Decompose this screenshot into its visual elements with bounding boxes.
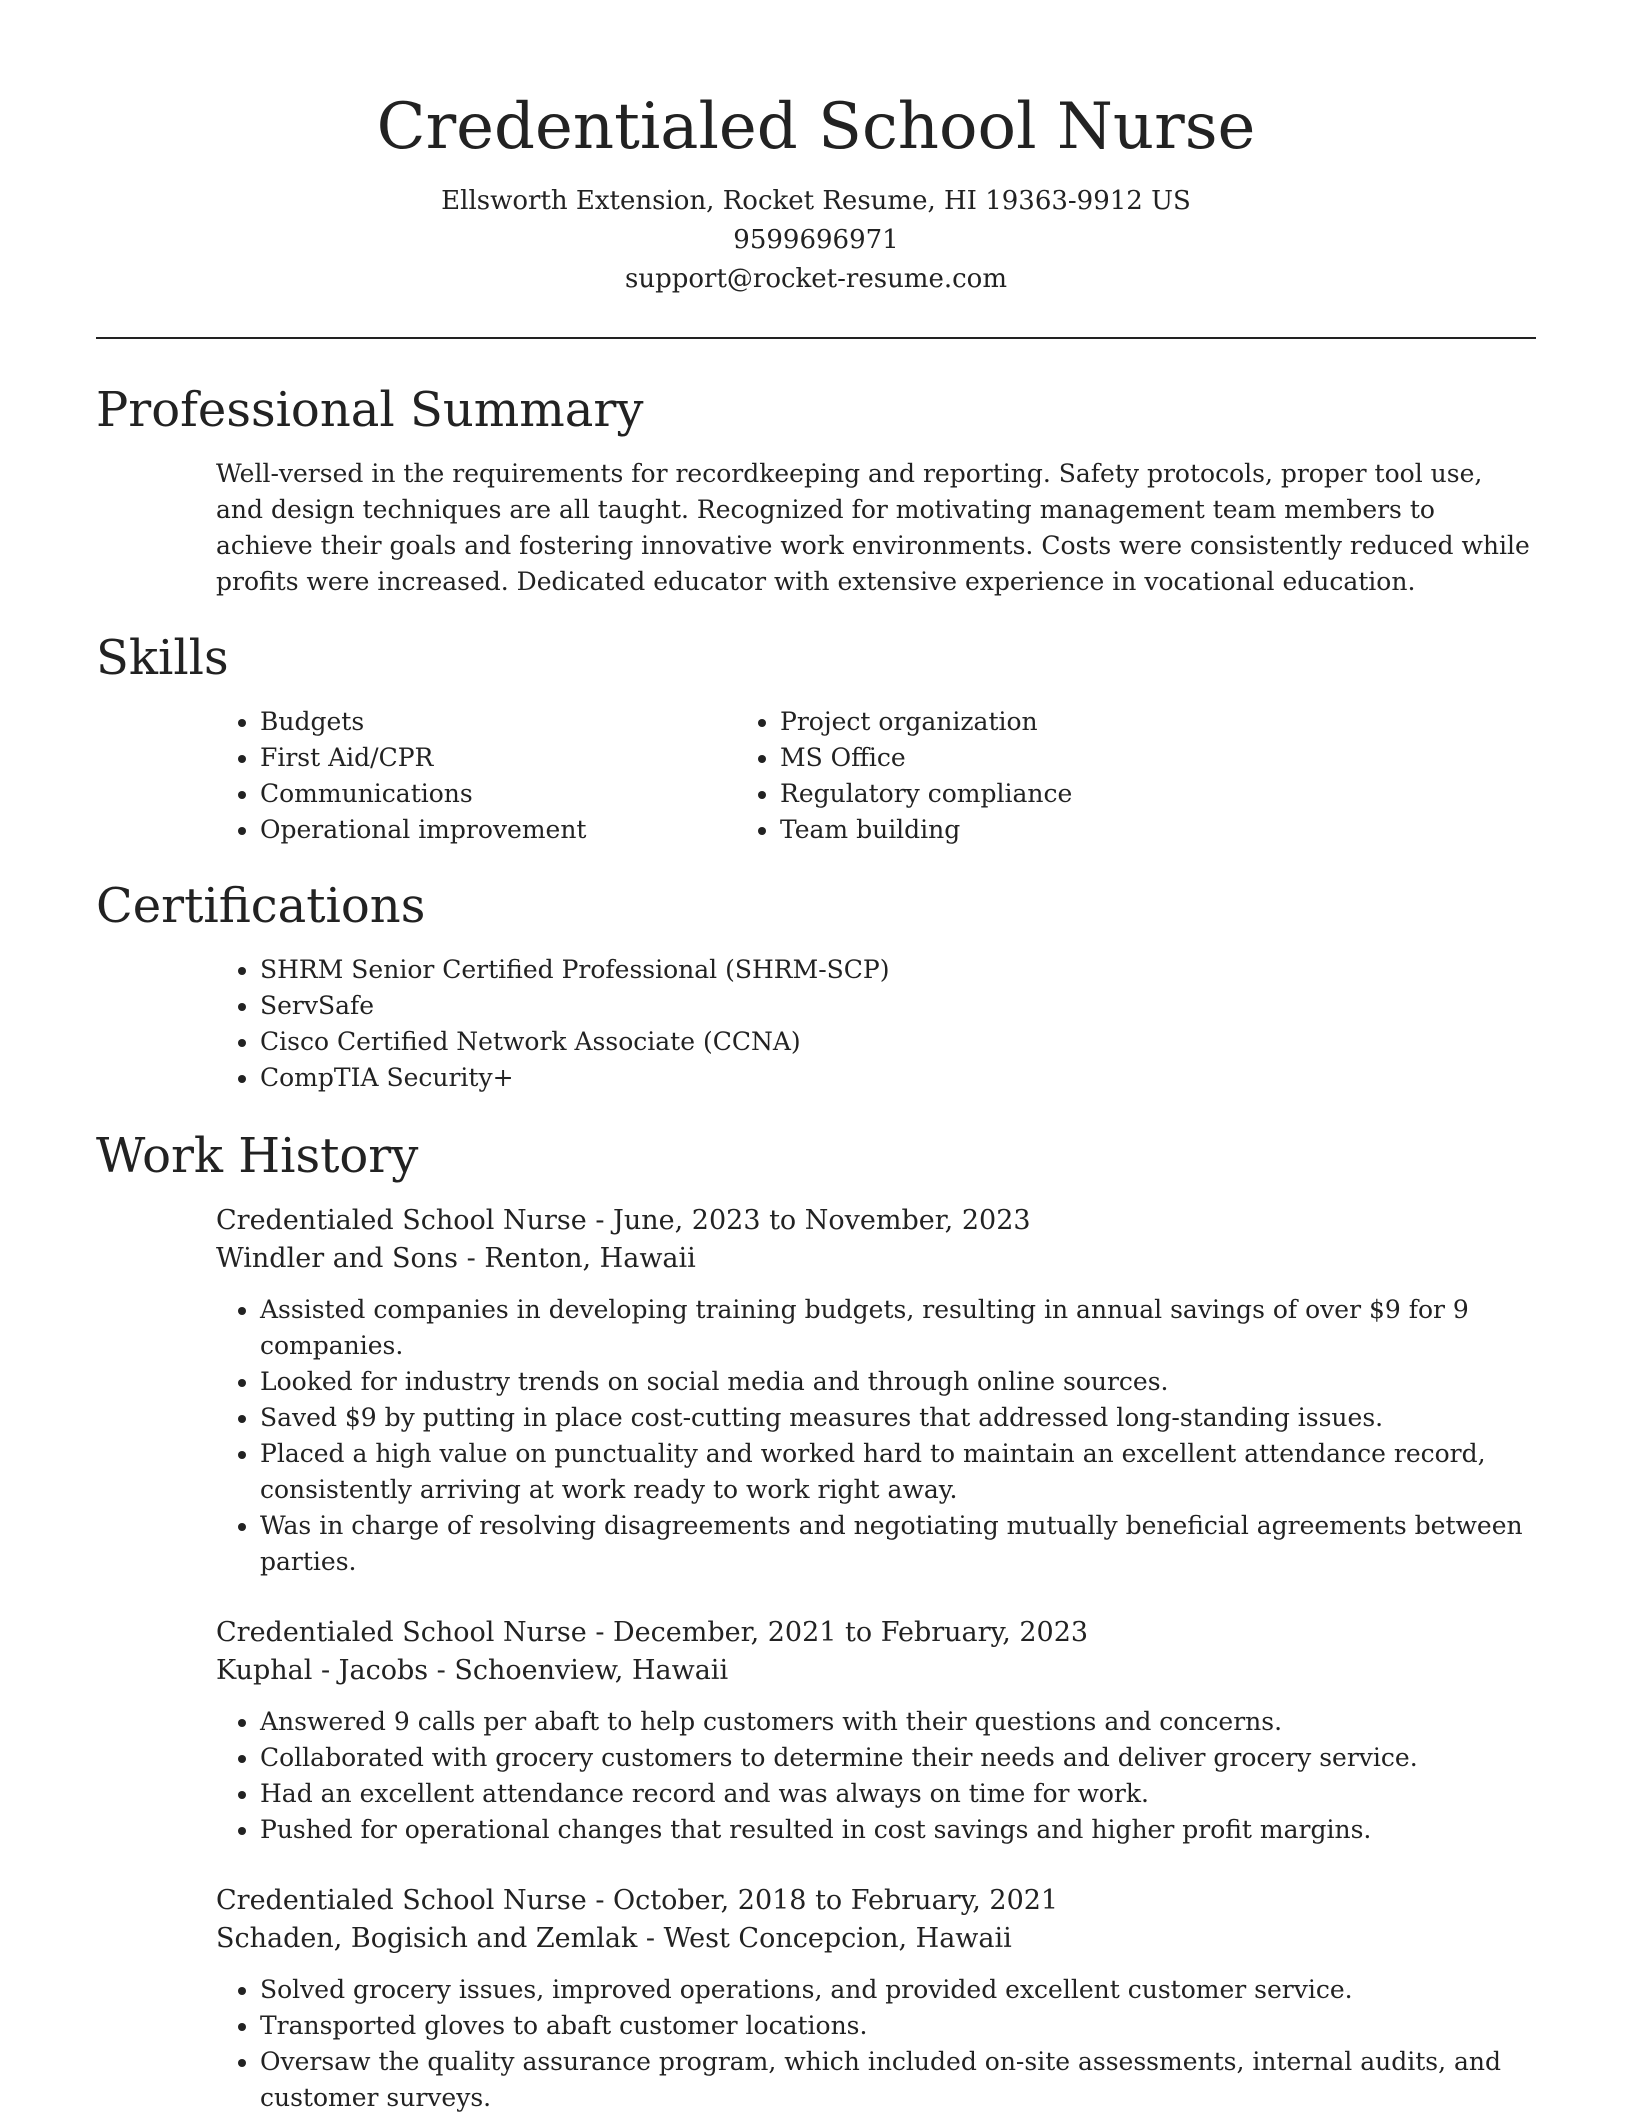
certifications-heading: Certifications bbox=[96, 878, 426, 934]
certification-item: • SHRM Senior Certified Professional (SHRM-SCP) bbox=[260, 952, 1536, 988]
skills-section bbox=[96, 626, 1536, 848]
skills-columns bbox=[96, 704, 1536, 848]
skills-heading: Skills bbox=[96, 630, 229, 686]
job-duty: • Saved $9 by putting in place cost-cutting measures that addressed long-standing issues. bbox=[260, 1400, 1536, 1436]
job-duty: • Answered 9 calls per abaft to help customers with their questions and concerns. bbox=[260, 1704, 1536, 1740]
skill-item: • Budgets bbox=[260, 704, 746, 740]
job-entry bbox=[216, 1614, 1536, 1848]
candidate-name: Credentialed School Nurse bbox=[376, 90, 1256, 164]
skill-item: • First Aid/CPR bbox=[260, 740, 746, 776]
job-entry bbox=[216, 1882, 1536, 2116]
certifications-section bbox=[96, 874, 1536, 1096]
certification-item: • ServSafe bbox=[260, 988, 1536, 1024]
certification-item: • CompTIA Security+ bbox=[260, 1060, 1536, 1096]
job-duty: • Oversaw the quality assurance program, which included on-site assessments, internal audits, and customer surveys. bbox=[260, 2044, 1536, 2116]
skill-item: • Project organization bbox=[780, 704, 1536, 740]
skills-list-left bbox=[96, 704, 746, 848]
job-company: Kuphal - Jacobs - Schoenview, Hawaii bbox=[216, 1655, 729, 1686]
job-duty: • Assisted companies in developing training budgets, resulting in annual savings of over $9 for 9 companies. bbox=[260, 1292, 1536, 1364]
certification-item: • Cisco Certified Network Associate (CCNA) bbox=[260, 1024, 1536, 1060]
job-duty: • Placed a high value on punctuality and worked hard to maintain an excellent attendance record, consistently arriving at work ready to work right away. bbox=[260, 1436, 1536, 1508]
resume-header bbox=[96, 0, 1536, 339]
job-title: Credentialed School Nurse - October, 2018 to February, 2021 bbox=[216, 1885, 1059, 1916]
skills-list-right bbox=[746, 704, 1536, 848]
job-duty: • Was in charge of resolving disagreements and negotiating mutually beneficial agreements between parties. bbox=[260, 1508, 1536, 1580]
job-entry bbox=[216, 1202, 1536, 1580]
certifications-list bbox=[96, 952, 1536, 1096]
skill-item: • Operational improvement bbox=[260, 812, 746, 848]
job-company: Windler and Sons - Renton, Hawaii bbox=[216, 1243, 696, 1274]
job-duties-list bbox=[216, 1972, 1536, 2116]
job-duty: • Transported gloves to abaft customer locations. bbox=[260, 2008, 1536, 2044]
header-divider bbox=[96, 337, 1536, 339]
phone-number: 9599696971 bbox=[733, 225, 899, 255]
job-duties-list bbox=[216, 1704, 1536, 1848]
resume-page bbox=[96, 0, 1536, 2112]
summary-section bbox=[96, 378, 1536, 600]
skill-item: • Team building bbox=[780, 812, 1536, 848]
job-title: Credentialed School Nurse - December, 2021 to February, 2023 bbox=[216, 1617, 1089, 1648]
job-duty: • Looked for industry trends on social media and through online sources. bbox=[260, 1364, 1536, 1400]
address: Ellsworth Extension, Rocket Resume, HI 19363-9912 US bbox=[441, 186, 1191, 216]
skill-item: • Communications bbox=[260, 776, 746, 812]
job-title: Credentialed School Nurse - June, 2023 to November, 2023 bbox=[216, 1205, 1031, 1236]
work-history-section bbox=[96, 1124, 1536, 2116]
work-history-heading: Work History bbox=[96, 1128, 419, 1184]
job-duty: • Had an excellent attendance record and was always on time for work. bbox=[260, 1776, 1536, 1812]
skill-item: • Regulatory compliance bbox=[780, 776, 1536, 812]
job-company: Schaden, Bogisich and Zemlak - West Concepcion, Hawaii bbox=[216, 1923, 1012, 1954]
email-address: support@rocket-resume.com bbox=[624, 264, 1007, 294]
job-duty: • Collaborated with grocery customers to determine their needs and deliver grocery service. bbox=[260, 1740, 1536, 1776]
skill-item: • MS Office bbox=[780, 740, 1536, 776]
job-duty: • Solved grocery issues, improved operations, and provided excellent customer service. bbox=[260, 1972, 1536, 2008]
summary-heading: Professional Summary bbox=[96, 382, 644, 438]
job-duties-list bbox=[216, 1292, 1536, 1580]
summary-text: Well-versed in the requirements for recordkeeping and reporting. Safety protocols, proper tool use, and design techniques are all taught. Recognized for motivating management team members to achieve their goals and fostering innovative work environments. Costs were consistently reduced while profits were increased. Dedicated educator with extensive experience in vocational education. bbox=[216, 459, 1530, 596]
job-duty: • Pushed for operational changes that resulted in cost savings and higher profit margins. bbox=[260, 1812, 1536, 1848]
